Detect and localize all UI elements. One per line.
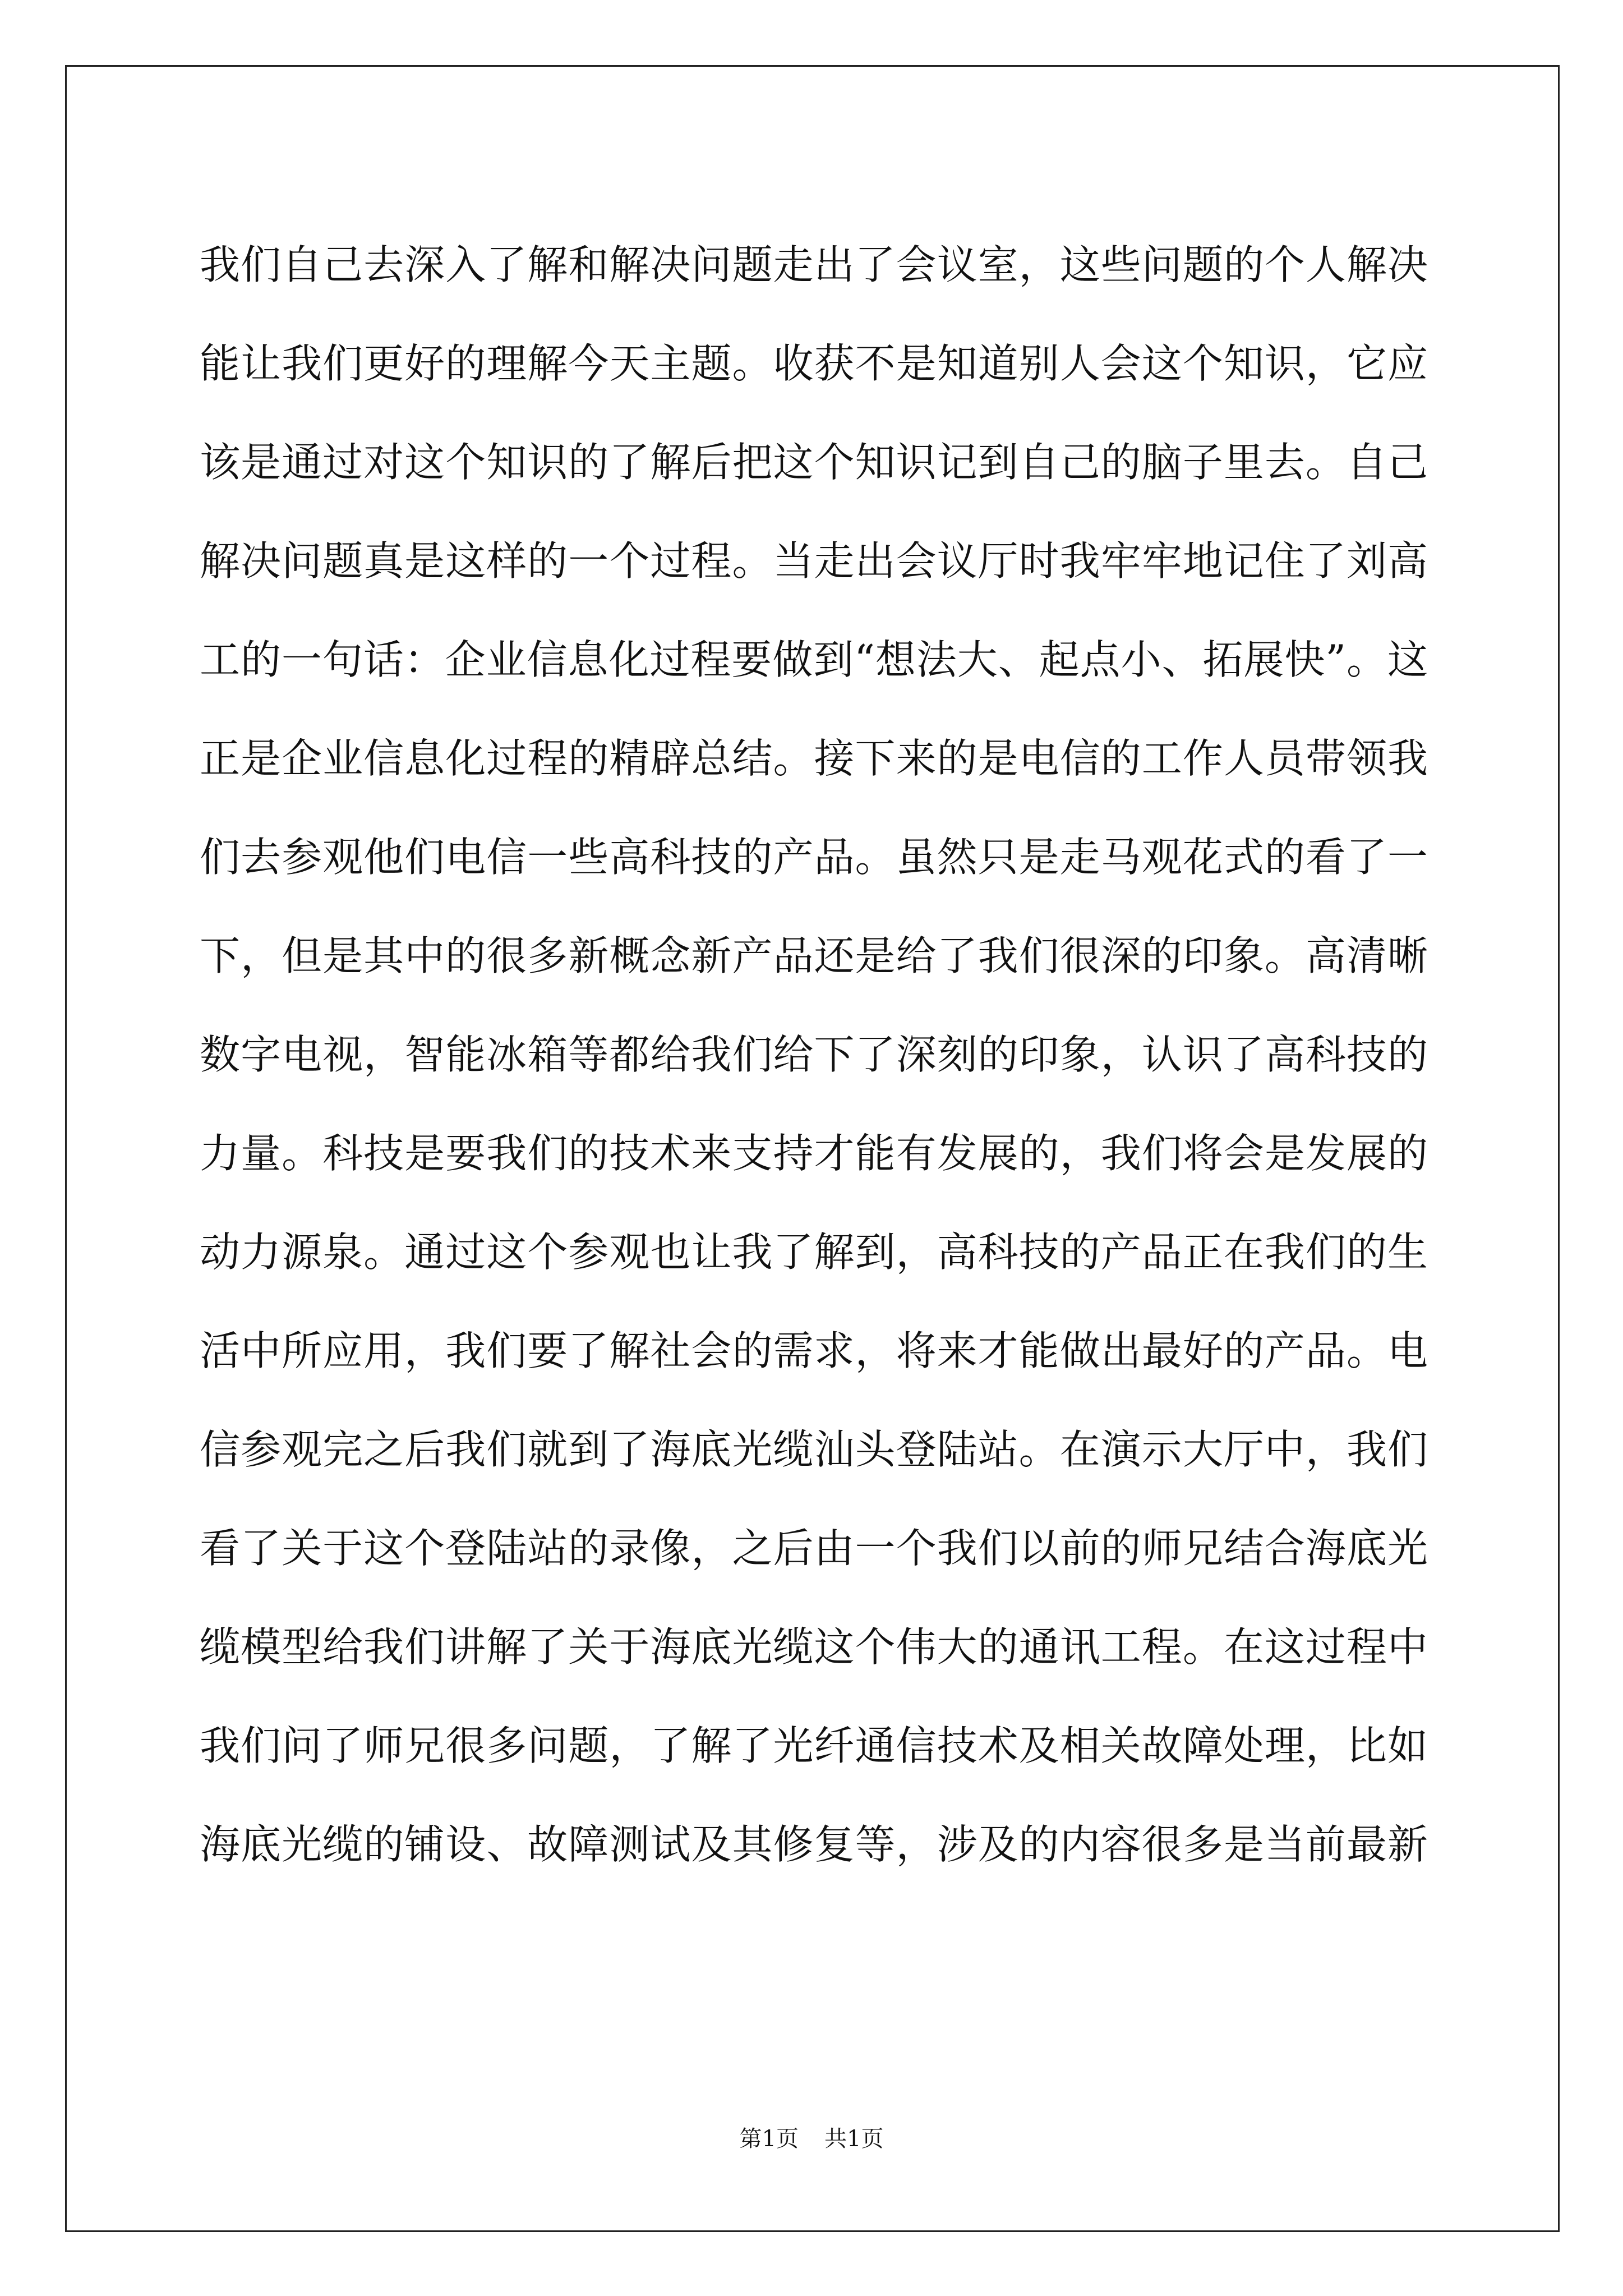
text-line: 信参观完之后我们就到了海底光缆汕头登陆站。在演示大厅中，我们 — [200, 1426, 1428, 1473]
document-body — [200, 215, 1428, 1894]
text-line: 解决问题真是这样的一个过程。当走出会议厅时我牢牢地记住了刘高 — [200, 537, 1428, 585]
text-line: 缆模型给我们讲解了关于海底光缆这个伟大的通讯工程。在这过程中 — [200, 1623, 1428, 1671]
text-line: 动力源泉。通过这个参观也让我了解到，高科技的产品正在我们的生 — [200, 1228, 1428, 1276]
text-line: 们去参观他们电信一些高科技的产品。虽然只是走马观花式的看了一 — [200, 834, 1428, 881]
text-line: 正是企业信息化过程的精辟总结。接下来的是电信的工作人员带领我 — [200, 735, 1428, 782]
page-number-total: 共1页 — [824, 2126, 884, 2152]
page-number-current: 第1页 — [739, 2126, 799, 2152]
text-line: 看了关于这个登陆站的录像，之后由一个我们以前的师兄结合海底光 — [200, 1525, 1428, 1572]
text-line: 能让我们更好的理解今天主题。收获不是知道别人会这个知识，它应 — [200, 340, 1428, 387]
text-line: 我们自己去深入了解和解决问题走出了会议室，这些问题的个人解决 — [200, 241, 1428, 288]
text-line: 工的一句话：企业信息化过程要做到“想法大、起点小、拓展快”。这 — [200, 636, 1428, 683]
text-line: 力量。科技是要我们的技术来支持才能有发展的，我们将会是发展的 — [200, 1130, 1428, 1177]
text-line: 下，但是其中的很多新概念新产品还是给了我们很深的印象。高清晰 — [200, 932, 1428, 979]
text-line: 我们问了师兄很多问题，了解了光纤通信技术及相关故障处理，比如 — [200, 1722, 1428, 1769]
text-line: 该是通过对这个知识的了解后把这个知识记到自己的脑子里去。自己 — [200, 439, 1428, 486]
text-line: 海底光缆的铺设、故障测试及其修复等，涉及的内容很多是当前最新 — [200, 1821, 1428, 1868]
text-line: 活中所应用，我们要了解社会的需求，将来才能做出最好的产品。电 — [200, 1327, 1428, 1374]
text-line: 数字电视，智能冰箱等都给我们给下了深刻的印象，认识了高科技的 — [200, 1031, 1428, 1078]
page-footer — [0, 2123, 1623, 2155]
